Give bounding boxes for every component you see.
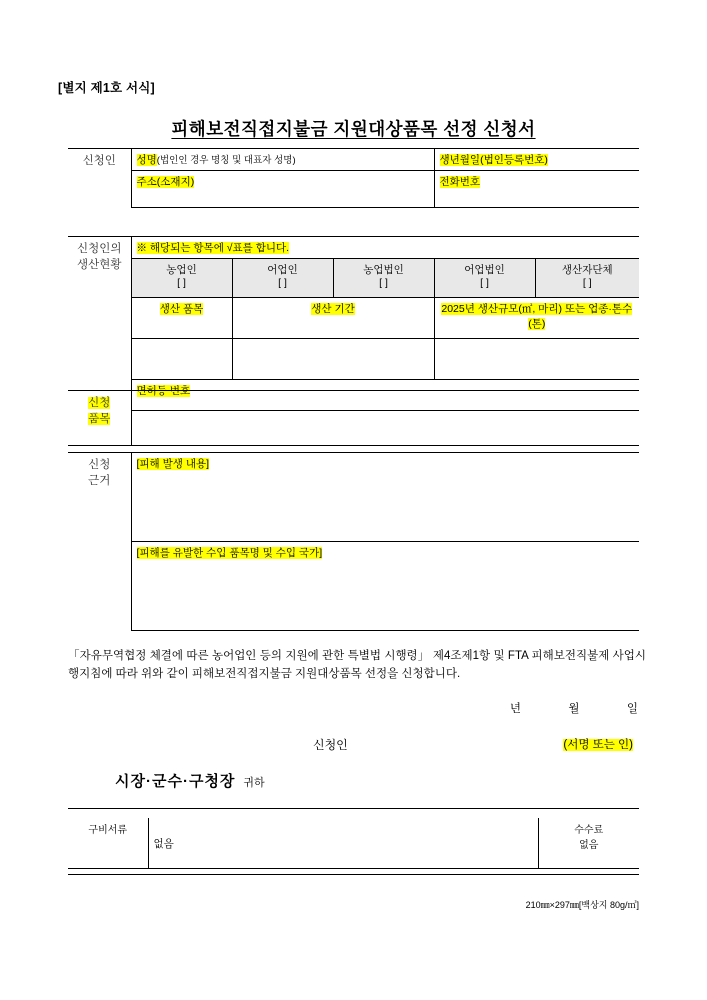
recipient-honorific: 귀하: [243, 777, 265, 789]
divider-below-attachment: [68, 874, 639, 875]
header-period-text: 생산 기간: [311, 303, 355, 315]
signature-note: (서명 또는 인): [563, 739, 633, 751]
value-scale[interactable]: [434, 339, 639, 380]
basis-table: [68, 452, 639, 631]
signature-applicant-label: 신청인: [313, 738, 348, 752]
category-producer-group[interactable]: [535, 259, 639, 298]
address-label: 주소(소재지): [136, 176, 195, 188]
statement-text: 「자유무역협정 체결에 따른 농어업인 등의 지원에 관한 특별법 시행령」 제4조제1항 및 FTA 피해보전직불제 사업시행지침에 따라 위와 같이 피해보전직접지불금 지원대상품목 선정을 신청합니다.: [68, 650, 646, 680]
table-row: [68, 391, 639, 446]
applicant-row-label: 신청인: [68, 149, 131, 208]
damage-cell[interactable]: [131, 453, 639, 542]
recipient-title: 시장·군수·구청장: [115, 773, 236, 790]
instruction-cell: [131, 237, 639, 259]
damage-label: [피해 발생 내용]: [136, 458, 210, 470]
item-row-label: [68, 391, 131, 446]
address-cell: [131, 171, 434, 208]
table-row: [68, 149, 639, 171]
name-note: (법인인 경우 명칭 및 대표자 성명): [156, 155, 296, 166]
category-fisher-box: [ ]: [278, 277, 287, 289]
applicant-table: [68, 148, 639, 208]
table-row: [68, 818, 639, 869]
category-farm-corp-box: [ ]: [379, 277, 388, 289]
table-row: [68, 237, 639, 259]
category-farmer-name: 농업인: [166, 264, 197, 276]
import-cell[interactable]: [131, 542, 639, 631]
category-fisher-name: 어업인: [267, 264, 298, 276]
divider-above-attachment: [68, 808, 639, 809]
name-cell: [131, 149, 434, 171]
license-label: 면허등 번호: [136, 385, 191, 397]
header-scale-text: 2025년 생산규모(㎡, 마리) 또는 업종·톤수(톤): [441, 303, 633, 330]
header-scale: [434, 298, 639, 339]
page-title: [0, 116, 707, 141]
fee-label-line1: 수수료: [574, 825, 604, 836]
phone-cell: [434, 171, 639, 208]
value-item[interactable]: [131, 339, 232, 380]
category-farm-corp[interactable]: [333, 259, 434, 298]
category-fish-corp-box: [ ]: [480, 277, 489, 289]
birth-label: 생년월일(법인등록번호): [439, 154, 548, 166]
date-day: 일: [626, 703, 639, 715]
date-line: [68, 700, 639, 716]
date-month: 월: [568, 703, 581, 715]
category-fisher[interactable]: [232, 259, 333, 298]
name-label: 성명: [136, 154, 157, 166]
item-label-line1: 신청: [88, 397, 111, 409]
category-producer-group-name: 생산자단체: [561, 264, 613, 276]
table-row: [68, 339, 639, 380]
basis-label-line1: 신청: [88, 459, 111, 471]
production-table: [68, 236, 639, 411]
attachment-fee-cell: [538, 818, 639, 869]
form-number: [별지 제1호 서식]: [58, 81, 155, 95]
basis-label-line2: 근거: [88, 475, 111, 487]
production-row-label: [68, 237, 131, 411]
item-label-line2: 품목: [88, 413, 111, 425]
category-farmer[interactable]: [131, 259, 232, 298]
category-fish-corp-name: 어업법인: [464, 264, 505, 276]
fee-label-line2: 없음: [579, 840, 599, 851]
header-item: [131, 298, 232, 339]
category-fish-corp[interactable]: [434, 259, 535, 298]
basis-row-label: [68, 453, 131, 631]
table-row: [68, 171, 639, 208]
table-row: [68, 298, 639, 339]
value-period[interactable]: [232, 339, 434, 380]
production-label-line1: 신청인의: [77, 243, 122, 255]
table-row: [68, 542, 639, 631]
recipient-line: [115, 770, 265, 791]
import-label: [피해를 유발한 수입 품목명 및 수입 국가]: [136, 547, 323, 559]
category-farm-corp-name: 농업법인: [363, 264, 404, 276]
paper-spec: 210㎜×297㎜[백상지 80g/㎡]: [525, 900, 639, 910]
table-row: [68, 259, 639, 298]
item-table: [68, 390, 639, 446]
phone-label: 전화번호: [439, 176, 481, 188]
category-producer-group-box: [ ]: [582, 277, 592, 289]
header-period: [232, 298, 434, 339]
attachment-table: [68, 818, 639, 869]
date-year: 년: [509, 703, 522, 715]
page-title-text: 피해보전직접지불금 지원대상품목 선정 신청서: [171, 119, 536, 139]
table-row: [68, 453, 639, 542]
production-label-line2: 생산현황: [77, 259, 122, 271]
header-item-text: 생산 품목: [159, 303, 204, 315]
check-instruction: ※ 해당되는 항목에 √표를 합니다.: [136, 242, 290, 254]
item-value-cell[interactable]: [131, 391, 639, 446]
attachment-doc-value: 없음: [148, 818, 538, 869]
birth-cell: [434, 149, 639, 171]
category-farmer-box: [ ]: [177, 277, 186, 289]
attachment-doc-label: 구비서류: [68, 818, 148, 869]
